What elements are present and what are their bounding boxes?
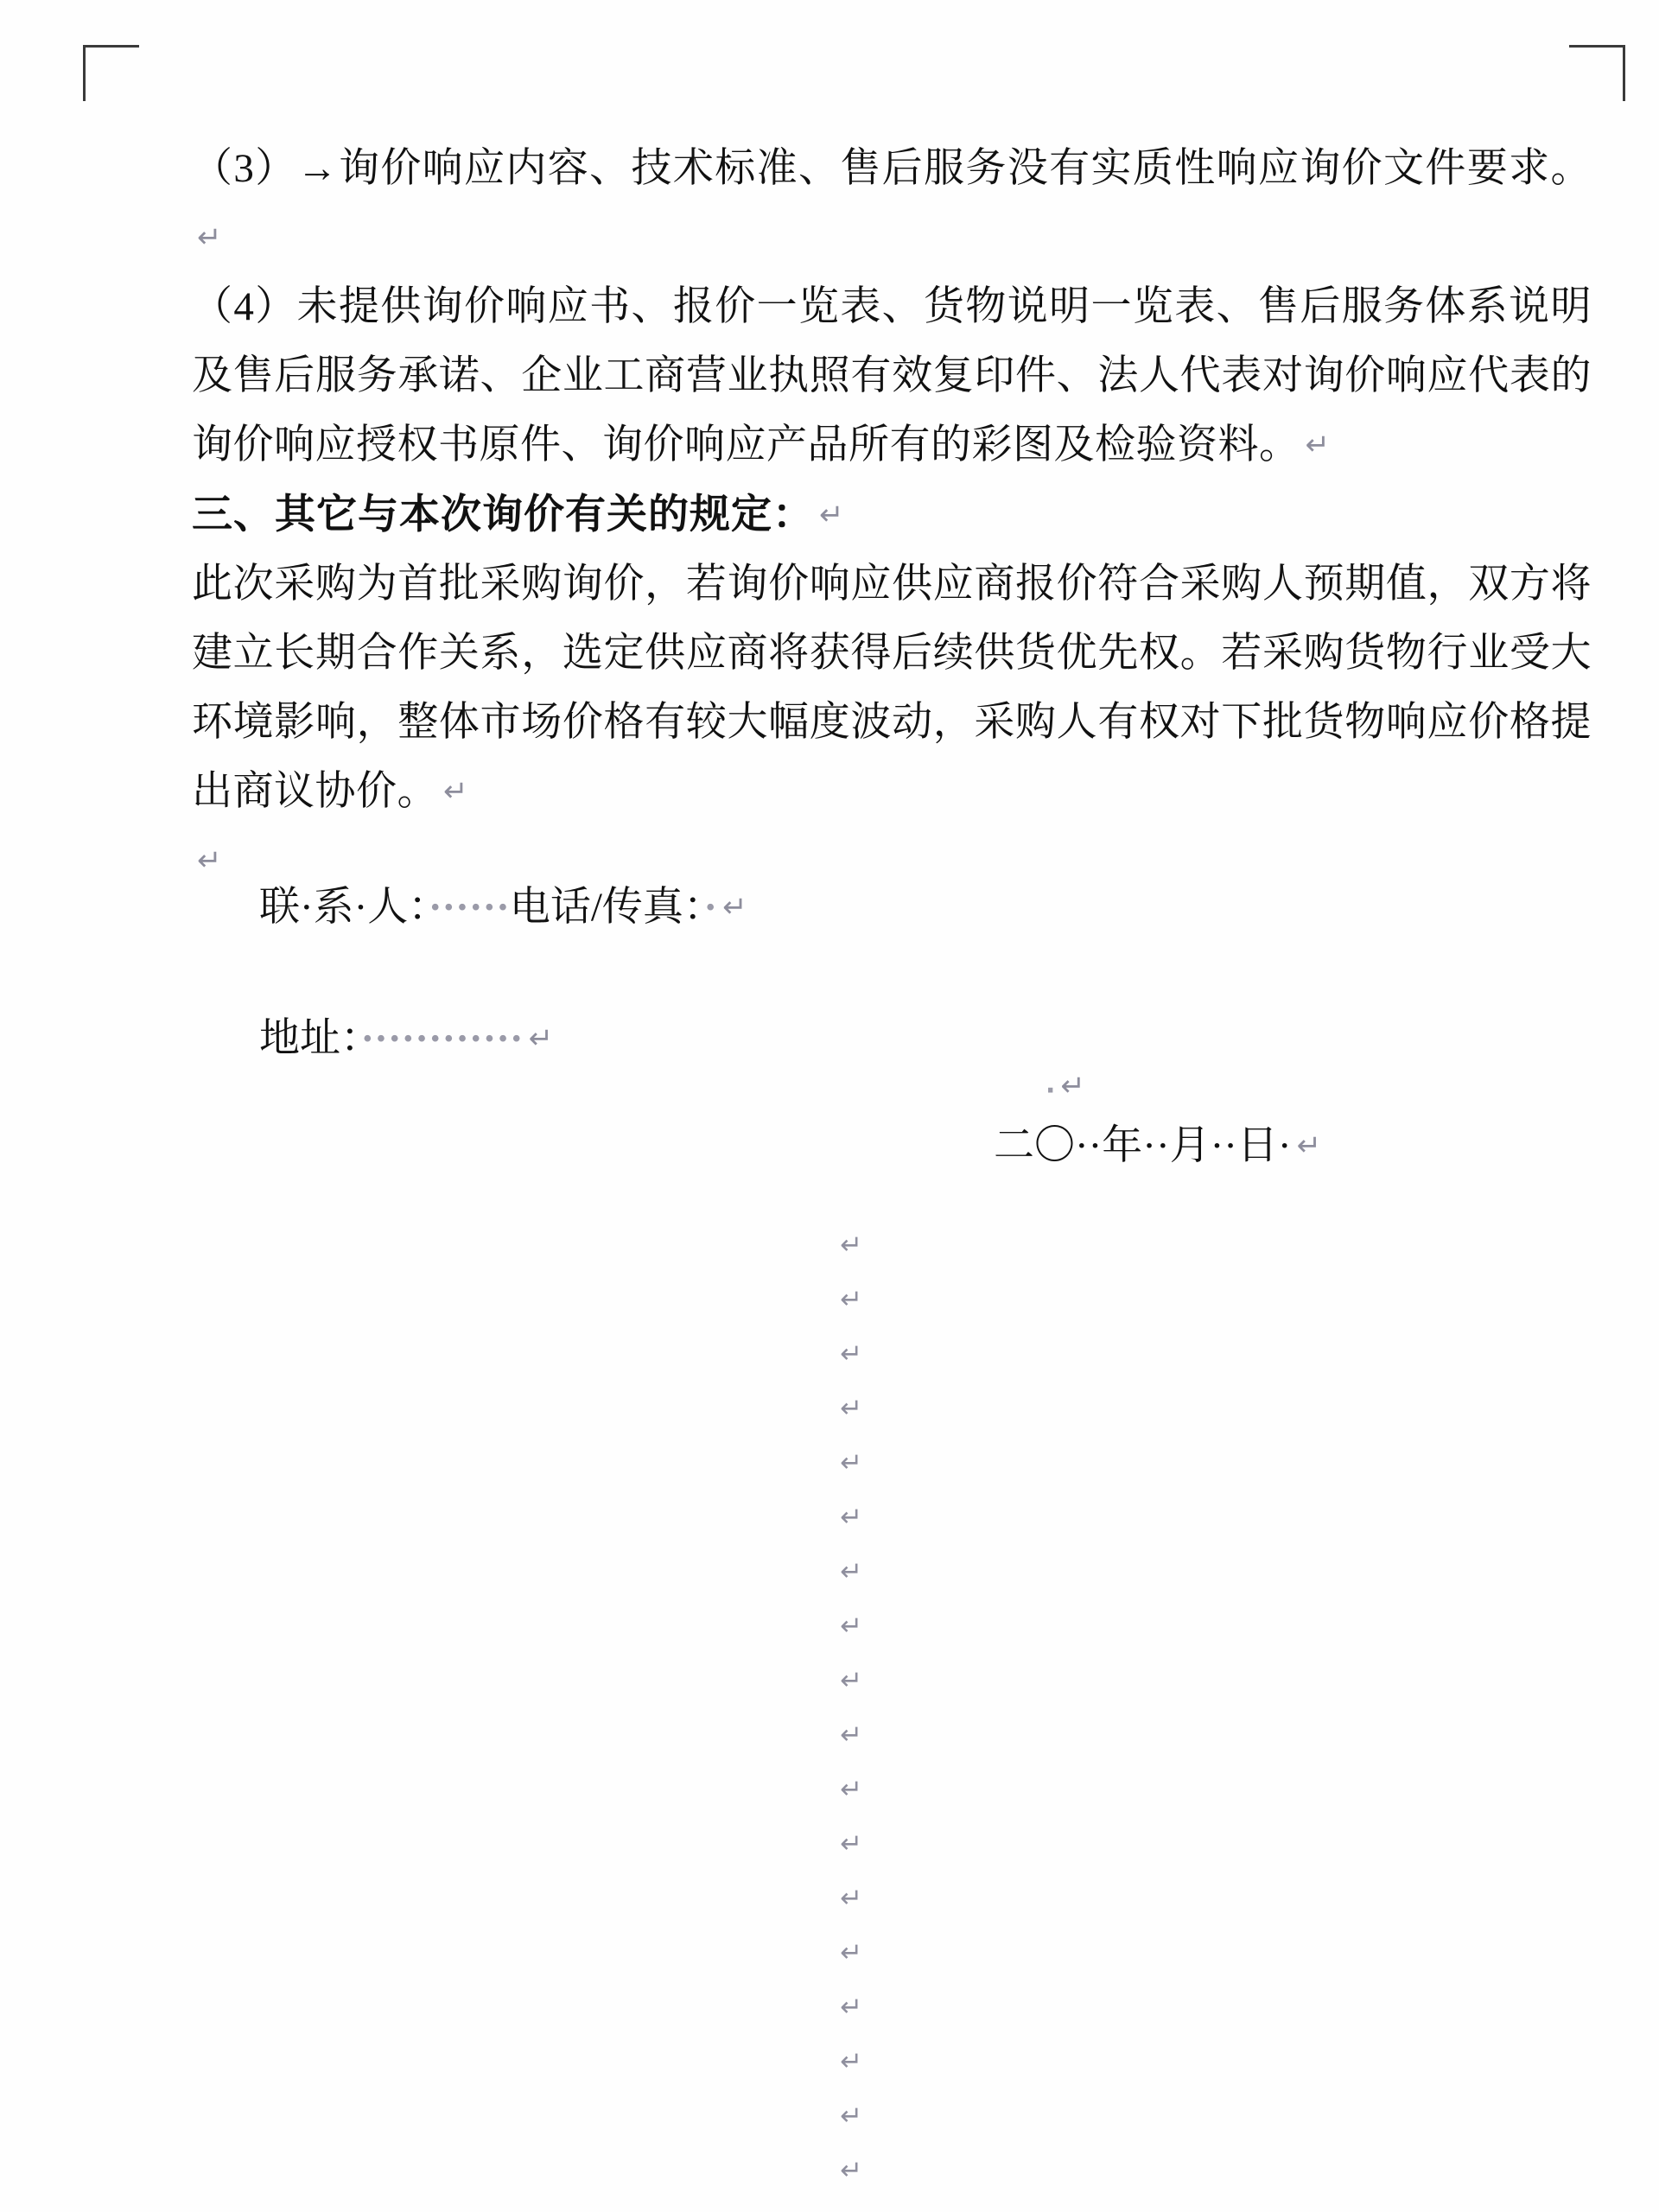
paragraph-mark-icon: ↵ <box>840 1828 862 1859</box>
paragraph-mark-icon: ↵ <box>840 1611 862 1642</box>
paragraph-mark-icon: ↵ <box>197 843 222 878</box>
paragraph-mark-icon: ↵ <box>840 1393 862 1424</box>
heading-text: 三、其它与本次询价有关的规定： <box>192 491 814 537</box>
paragraph-mark-icon: ↵ <box>528 1021 554 1056</box>
document-body <box>192 134 1592 895</box>
paragraph-text: （3）→询价响应内容、技术标准、售后服务没有实质性响应询价文件要求。 <box>192 146 1592 191</box>
paragraph-mark-icon: ↵ <box>840 1992 862 2023</box>
stray-dot: · <box>1046 1076 1056 1106</box>
section-heading-three <box>192 480 1592 550</box>
paragraph-mark-icon: ↵ <box>840 1665 862 1696</box>
paragraph-mark-icon: ↵ <box>819 498 845 532</box>
paragraph-mark-icon: ↵ <box>840 1556 862 1587</box>
paragraph-mark-icon: ↵ <box>840 1502 862 1533</box>
paragraph-mark-icon: ↵ <box>840 1447 862 1478</box>
address-line <box>259 995 1382 1082</box>
paragraph-mark-icon: ↵ <box>840 2046 862 2077</box>
paragraph-mark-icon: ↵ <box>840 1338 862 1370</box>
crop-mark-top-left <box>83 45 139 101</box>
date-placeholder-line <box>994 1118 1547 1173</box>
trailing-paragraph-marks <box>840 1218 944 2198</box>
paragraph-mark-icon: ↵ <box>840 1937 862 1968</box>
fill-dots: ······ <box>428 885 510 930</box>
paragraph-mark-icon: ↵ <box>840 1284 862 1315</box>
paragraph-mark-icon: ↵ <box>443 774 468 809</box>
paragraph-mark-icon: ↵ <box>840 2101 862 2132</box>
paragraph-mark-icon: ↵ <box>840 1719 862 1751</box>
paragraph-item-3 <box>192 134 1592 272</box>
paragraph-mark-icon: ↵ <box>840 1230 862 1261</box>
contact-person-label: 联·系·人： <box>259 885 429 930</box>
signoff-block <box>994 1071 1547 1173</box>
paragraph-mark-icon: ↵ <box>1060 1069 1085 1103</box>
paragraph-mark-icon: ↵ <box>840 1883 862 1914</box>
paragraph-mark-icon: ↵ <box>722 890 747 925</box>
paragraph-mark-icon: ↵ <box>197 220 222 255</box>
contact-person-line <box>259 864 1382 950</box>
paragraph-body-one <box>192 550 1592 826</box>
paragraph-item-4 <box>192 272 1592 480</box>
phone-fax-label: 电话/传真： <box>509 885 704 930</box>
paragraph-mark-icon: ↵ <box>840 2155 862 2186</box>
contact-block <box>259 864 1382 1082</box>
paragraph-mark-icon: ↵ <box>840 1774 862 1805</box>
address-label: 地址： <box>259 1016 361 1061</box>
paragraph-mark-icon: ↵ <box>1305 428 1331 462</box>
paragraph-text: （4）未提供询价响应书、报价一览表、货物说明一览表、售后服务体系说明及售后服务承诺、企业工商营业执照有效复印件、法人代表对询价响应代表的询价响应授权书原件、询价响应产品所有的彩图及检验资料。 <box>192 284 1592 467</box>
crop-mark-top-right <box>1569 45 1625 101</box>
paragraph-mark-icon: ↵ <box>1296 1128 1322 1163</box>
paragraph-text: 此次采购为首批采购询价，若询价响应供应商报价符合采购人预期值，双方将建立长期合作关系，选定供应商将获得后续供货优先权。若采购货物行业受大环境影响，整体市场价格有较大幅度波动，采购人有权对下批货物响应价格提出商议协价。 <box>192 562 1592 814</box>
fill-dots: ············ <box>360 1016 524 1061</box>
stray-mark-line <box>1046 1071 1547 1106</box>
trailing-dot: · <box>703 885 718 930</box>
date-text: 二〇··年··月··日· <box>994 1123 1292 1168</box>
